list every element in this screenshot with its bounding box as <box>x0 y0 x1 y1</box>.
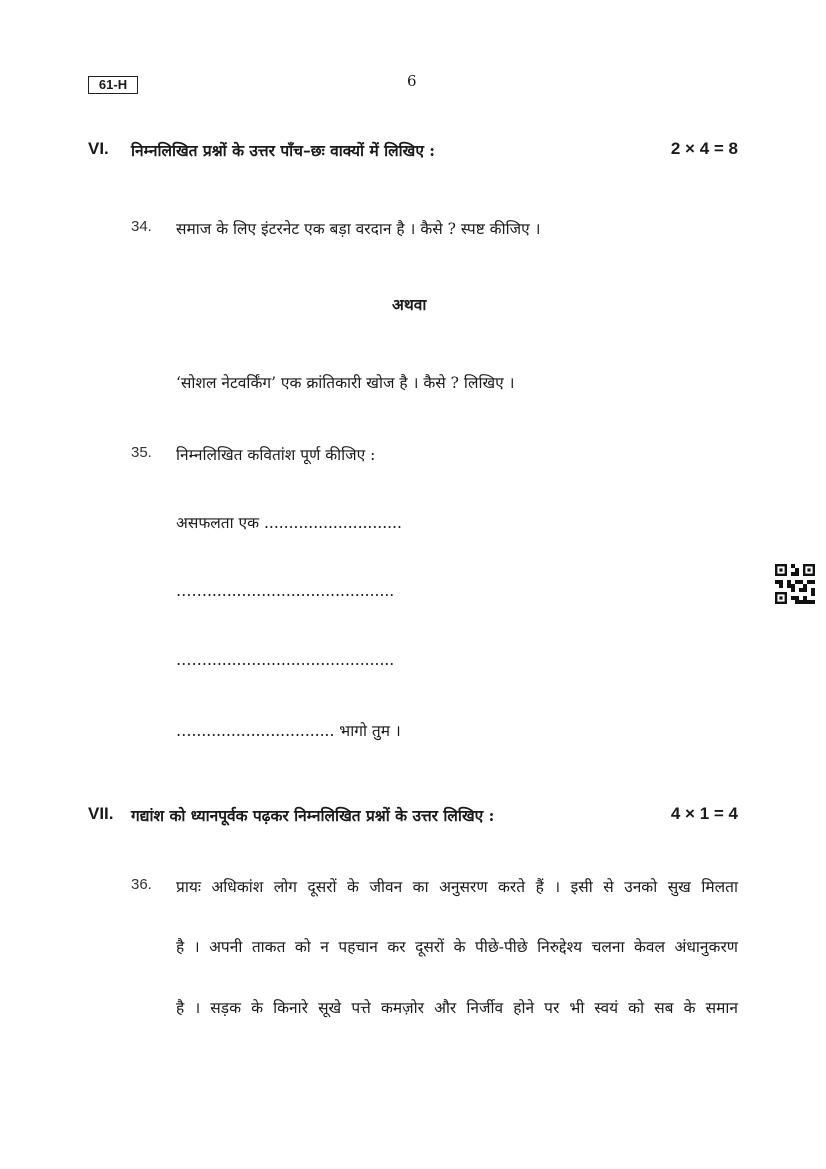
poem-line-2: ……...................................... <box>176 582 395 600</box>
section-vii-title: गद्यांश को ध्यानपूर्वक पढ़कर निम्नलिखित प्रश्नों के उत्तर लिखिए : <box>131 806 495 825</box>
qr-code-icon <box>775 564 815 604</box>
poem-line-4: …............................. भागो तुम । <box>176 722 401 740</box>
section-vi-title: निम्नलिखित प्रश्नों के उत्तर पाँच–छः वाक्यों में लिखिए : <box>131 141 436 160</box>
poem-line-1: असफलता एक ............................ <box>176 514 402 532</box>
question-34-text: समाज के लिए इंटरनेट एक बड़ा वरदान है । कैसे ? स्पष्ट कीजिए । <box>176 220 541 238</box>
question-35-number: 35. <box>131 444 152 461</box>
question-34-number: 34. <box>131 218 152 235</box>
paper-code-box: 61-H <box>88 76 138 94</box>
question-35-text: निम्नलिखित कवितांश पूर्ण कीजिए : <box>176 446 376 464</box>
section-vi-number: VI. <box>88 139 109 158</box>
passage-line-1: प्रायः अधिकांश लोग दूसरों के जीवन का अनुसरण करते हैं । इसी से उनको सुख मिलता <box>176 878 738 896</box>
page-number: 6 <box>407 72 417 90</box>
or-label: अथवा <box>392 295 427 314</box>
question-34-alternative-text: ‘सोशल नेटवर्किंग’ एक क्रांतिकारी खोज है । कैसे ? लिखिए । <box>176 374 515 392</box>
section-vii-number: VII. <box>88 804 114 823</box>
passage-line-2: है । अपनी ताकत को न पहचान कर दूसरों के पीछे-पीछे निरुद्देश्य चलना केवल अंधानुकरण <box>176 938 738 956</box>
passage-line-3: है । सड़क के किनारे सूखे पत्ते कमज़ोर और निर्जीव होने पर भी स्वयं को सब के समान <box>176 999 738 1017</box>
section-vi-marks: 2 × 4 = 8 <box>670 139 738 158</box>
question-36-number: 36. <box>131 876 152 893</box>
section-vii-marks: 4 × 1 = 4 <box>670 804 738 823</box>
poem-line-3: ……...................................... <box>176 651 395 669</box>
